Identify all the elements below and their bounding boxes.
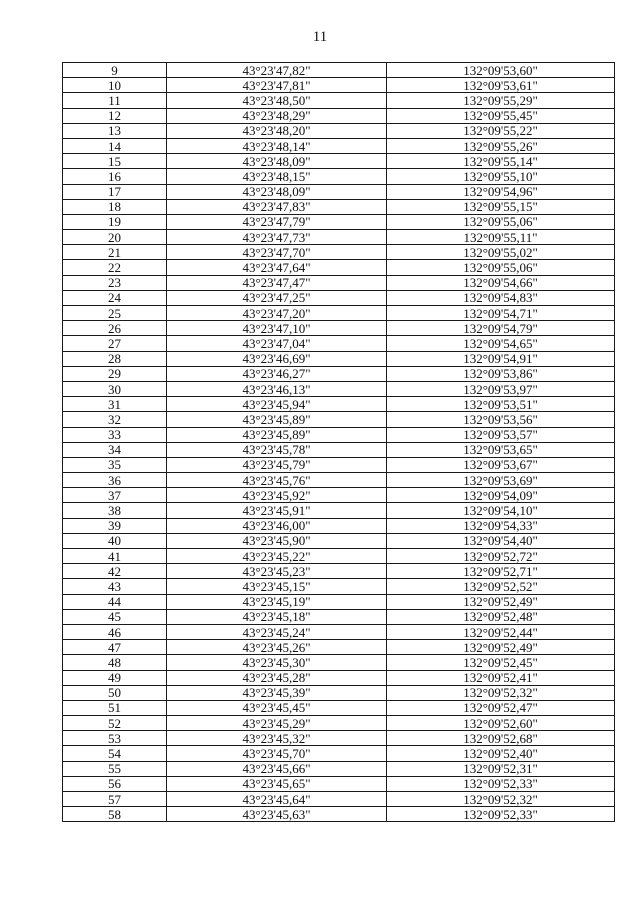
longitude-cell: 132°09'54,83"	[387, 290, 615, 305]
latitude-cell: 43°23'45,19"	[167, 594, 387, 609]
point-number-cell: 29	[63, 366, 167, 381]
table-row	[63, 245, 615, 260]
table-row	[63, 761, 615, 776]
latitude-cell: 43°23'45,89"	[167, 427, 387, 442]
longitude-cell: 132°09'53,60"	[387, 63, 615, 78]
latitude-cell: 43°23'45,94"	[167, 397, 387, 412]
table-row	[63, 807, 615, 822]
longitude-cell: 132°09'55,06"	[387, 214, 615, 229]
latitude-cell: 43°23'45,78"	[167, 442, 387, 457]
latitude-cell: 43°23'45,65"	[167, 776, 387, 791]
point-number-cell: 33	[63, 427, 167, 442]
point-number-cell: 39	[63, 518, 167, 533]
point-number-cell: 37	[63, 488, 167, 503]
table-row	[63, 685, 615, 700]
point-number-cell: 58	[63, 807, 167, 822]
longitude-cell: 132°09'52,44"	[387, 624, 615, 639]
latitude-cell: 43°23'47,47"	[167, 275, 387, 290]
table-row	[63, 290, 615, 305]
latitude-cell: 43°23'48,09"	[167, 154, 387, 169]
longitude-cell: 132°09'53,97"	[387, 381, 615, 396]
longitude-cell: 132°09'53,56"	[387, 412, 615, 427]
latitude-cell: 43°23'45,28"	[167, 670, 387, 685]
table-row	[63, 624, 615, 639]
latitude-cell: 43°23'45,26"	[167, 640, 387, 655]
point-number-cell: 47	[63, 640, 167, 655]
latitude-cell: 43°23'45,66"	[167, 761, 387, 776]
longitude-cell: 132°09'55,06"	[387, 260, 615, 275]
longitude-cell: 132°09'52,33"	[387, 776, 615, 791]
table-row	[63, 336, 615, 351]
table-row	[63, 275, 615, 290]
latitude-cell: 43°23'47,83"	[167, 199, 387, 214]
latitude-cell: 43°23'45,70"	[167, 746, 387, 761]
longitude-cell: 132°09'52,41"	[387, 670, 615, 685]
table-row	[63, 457, 615, 472]
longitude-cell: 132°09'52,72"	[387, 549, 615, 564]
longitude-cell: 132°09'52,32"	[387, 792, 615, 807]
table-row	[63, 746, 615, 761]
longitude-cell: 132°09'52,32"	[387, 685, 615, 700]
coordinates-table-body	[63, 63, 615, 822]
latitude-cell: 43°23'45,76"	[167, 473, 387, 488]
table-row	[63, 108, 615, 123]
table-row	[63, 442, 615, 457]
table-row	[63, 670, 615, 685]
longitude-cell: 132°09'55,02"	[387, 245, 615, 260]
longitude-cell: 132°09'54,10"	[387, 503, 615, 518]
latitude-cell: 43°23'45,92"	[167, 488, 387, 503]
point-number-cell: 18	[63, 199, 167, 214]
point-number-cell: 49	[63, 670, 167, 685]
longitude-cell: 132°09'53,67"	[387, 457, 615, 472]
latitude-cell: 43°23'47,64"	[167, 260, 387, 275]
point-number-cell: 40	[63, 533, 167, 548]
point-number-cell: 48	[63, 655, 167, 670]
point-number-cell: 13	[63, 123, 167, 138]
latitude-cell: 43°23'45,24"	[167, 624, 387, 639]
longitude-cell: 132°09'54,66"	[387, 275, 615, 290]
table-row	[63, 93, 615, 108]
table-row	[63, 564, 615, 579]
table-row	[63, 412, 615, 427]
point-number-cell: 57	[63, 792, 167, 807]
point-number-cell: 20	[63, 230, 167, 245]
longitude-cell: 132°09'52,71"	[387, 564, 615, 579]
longitude-cell: 132°09'54,91"	[387, 351, 615, 366]
point-number-cell: 30	[63, 381, 167, 396]
longitude-cell: 132°09'55,14"	[387, 154, 615, 169]
table-row	[63, 792, 615, 807]
latitude-cell: 43°23'46,69"	[167, 351, 387, 366]
longitude-cell: 132°09'55,26"	[387, 138, 615, 153]
longitude-cell: 132°09'52,68"	[387, 731, 615, 746]
table-row	[63, 473, 615, 488]
longitude-cell: 132°09'52,49"	[387, 594, 615, 609]
table-row	[63, 640, 615, 655]
latitude-cell: 43°23'48,20"	[167, 123, 387, 138]
table-row	[63, 549, 615, 564]
table-row	[63, 138, 615, 153]
longitude-cell: 132°09'55,45"	[387, 108, 615, 123]
point-number-cell: 22	[63, 260, 167, 275]
longitude-cell: 132°09'52,52"	[387, 579, 615, 594]
point-number-cell: 51	[63, 700, 167, 715]
point-number-cell: 23	[63, 275, 167, 290]
point-number-cell: 24	[63, 290, 167, 305]
longitude-cell: 132°09'52,31"	[387, 761, 615, 776]
longitude-cell: 132°09'52,60"	[387, 716, 615, 731]
latitude-cell: 43°23'48,29"	[167, 108, 387, 123]
latitude-cell: 43°23'45,30"	[167, 655, 387, 670]
latitude-cell: 43°23'47,20"	[167, 306, 387, 321]
longitude-cell: 132°09'55,11"	[387, 230, 615, 245]
table-row	[63, 123, 615, 138]
latitude-cell: 43°23'48,50"	[167, 93, 387, 108]
latitude-cell: 43°23'47,10"	[167, 321, 387, 336]
latitude-cell: 43°23'45,91"	[167, 503, 387, 518]
latitude-cell: 43°23'47,82"	[167, 63, 387, 78]
point-number-cell: 32	[63, 412, 167, 427]
longitude-cell: 132°09'52,49"	[387, 640, 615, 655]
table-row	[63, 579, 615, 594]
point-number-cell: 26	[63, 321, 167, 336]
table-row	[63, 78, 615, 93]
latitude-cell: 43°23'47,79"	[167, 214, 387, 229]
table-row	[63, 518, 615, 533]
table-row	[63, 366, 615, 381]
table-row	[63, 154, 615, 169]
longitude-cell: 132°09'54,33"	[387, 518, 615, 533]
point-number-cell: 27	[63, 336, 167, 351]
longitude-cell: 132°09'52,40"	[387, 746, 615, 761]
point-number-cell: 9	[63, 63, 167, 78]
longitude-cell: 132°09'55,29"	[387, 93, 615, 108]
latitude-cell: 43°23'47,04"	[167, 336, 387, 351]
point-number-cell: 46	[63, 624, 167, 639]
longitude-cell: 132°09'53,51"	[387, 397, 615, 412]
table-row	[63, 427, 615, 442]
latitude-cell: 43°23'45,15"	[167, 579, 387, 594]
point-number-cell: 35	[63, 457, 167, 472]
point-number-cell: 12	[63, 108, 167, 123]
table-row	[63, 488, 615, 503]
longitude-cell: 132°09'55,22"	[387, 123, 615, 138]
latitude-cell: 43°23'45,39"	[167, 685, 387, 700]
point-number-cell: 15	[63, 154, 167, 169]
point-number-cell: 25	[63, 306, 167, 321]
coordinates-table	[62, 62, 615, 822]
latitude-cell: 43°23'47,70"	[167, 245, 387, 260]
point-number-cell: 41	[63, 549, 167, 564]
longitude-cell: 132°09'53,86"	[387, 366, 615, 381]
table-row	[63, 503, 615, 518]
longitude-cell: 132°09'52,33"	[387, 807, 615, 822]
table-row	[63, 230, 615, 245]
latitude-cell: 43°23'45,29"	[167, 716, 387, 731]
latitude-cell: 43°23'45,90"	[167, 533, 387, 548]
table-row	[63, 199, 615, 214]
longitude-cell: 132°09'53,57"	[387, 427, 615, 442]
point-number-cell: 55	[63, 761, 167, 776]
table-row	[63, 655, 615, 670]
point-number-cell: 36	[63, 473, 167, 488]
point-number-cell: 45	[63, 609, 167, 624]
latitude-cell: 43°23'48,14"	[167, 138, 387, 153]
point-number-cell: 54	[63, 746, 167, 761]
point-number-cell: 14	[63, 138, 167, 153]
longitude-cell: 132°09'55,15"	[387, 199, 615, 214]
table-row	[63, 321, 615, 336]
point-number-cell: 19	[63, 214, 167, 229]
latitude-cell: 43°23'48,09"	[167, 184, 387, 199]
table-row	[63, 169, 615, 184]
longitude-cell: 132°09'54,40"	[387, 533, 615, 548]
point-number-cell: 42	[63, 564, 167, 579]
table-row	[63, 214, 615, 229]
longitude-cell: 132°09'54,09"	[387, 488, 615, 503]
longitude-cell: 132°09'54,79"	[387, 321, 615, 336]
latitude-cell: 43°23'45,79"	[167, 457, 387, 472]
table-row	[63, 776, 615, 791]
latitude-cell: 43°23'45,45"	[167, 700, 387, 715]
point-number-cell: 43	[63, 579, 167, 594]
longitude-cell: 132°09'52,48"	[387, 609, 615, 624]
table-row	[63, 533, 615, 548]
table-row	[63, 306, 615, 321]
latitude-cell: 43°23'46,27"	[167, 366, 387, 381]
longitude-cell: 132°09'54,96"	[387, 184, 615, 199]
point-number-cell: 31	[63, 397, 167, 412]
point-number-cell: 53	[63, 731, 167, 746]
point-number-cell: 50	[63, 685, 167, 700]
point-number-cell: 38	[63, 503, 167, 518]
table-row	[63, 351, 615, 366]
longitude-cell: 132°09'52,45"	[387, 655, 615, 670]
table-row	[63, 381, 615, 396]
latitude-cell: 43°23'47,73"	[167, 230, 387, 245]
table-row	[63, 184, 615, 199]
latitude-cell: 43°23'45,32"	[167, 731, 387, 746]
latitude-cell: 43°23'45,23"	[167, 564, 387, 579]
longitude-cell: 132°09'53,69"	[387, 473, 615, 488]
table-row	[63, 731, 615, 746]
longitude-cell: 132°09'54,65"	[387, 336, 615, 351]
point-number-cell: 56	[63, 776, 167, 791]
latitude-cell: 43°23'47,25"	[167, 290, 387, 305]
longitude-cell: 132°09'53,61"	[387, 78, 615, 93]
longitude-cell: 132°09'53,65"	[387, 442, 615, 457]
latitude-cell: 43°23'45,63"	[167, 807, 387, 822]
point-number-cell: 17	[63, 184, 167, 199]
latitude-cell: 43°23'45,89"	[167, 412, 387, 427]
table-row	[63, 700, 615, 715]
latitude-cell: 43°23'48,15"	[167, 169, 387, 184]
point-number-cell: 28	[63, 351, 167, 366]
latitude-cell: 43°23'45,22"	[167, 549, 387, 564]
table-row	[63, 716, 615, 731]
table-row	[63, 609, 615, 624]
latitude-cell: 43°23'46,00"	[167, 518, 387, 533]
latitude-cell: 43°23'47,81"	[167, 78, 387, 93]
table-row	[63, 63, 615, 78]
point-number-cell: 34	[63, 442, 167, 457]
point-number-cell: 11	[63, 93, 167, 108]
table-row	[63, 260, 615, 275]
longitude-cell: 132°09'54,71"	[387, 306, 615, 321]
point-number-cell: 44	[63, 594, 167, 609]
table-row	[63, 594, 615, 609]
point-number-cell: 21	[63, 245, 167, 260]
latitude-cell: 43°23'45,64"	[167, 792, 387, 807]
longitude-cell: 132°09'52,47"	[387, 700, 615, 715]
latitude-cell: 43°23'45,18"	[167, 609, 387, 624]
point-number-cell: 52	[63, 716, 167, 731]
page-number: 11	[312, 29, 328, 45]
longitude-cell: 132°09'55,10"	[387, 169, 615, 184]
point-number-cell: 16	[63, 169, 167, 184]
table-row	[63, 397, 615, 412]
latitude-cell: 43°23'46,13"	[167, 381, 387, 396]
point-number-cell: 10	[63, 78, 167, 93]
